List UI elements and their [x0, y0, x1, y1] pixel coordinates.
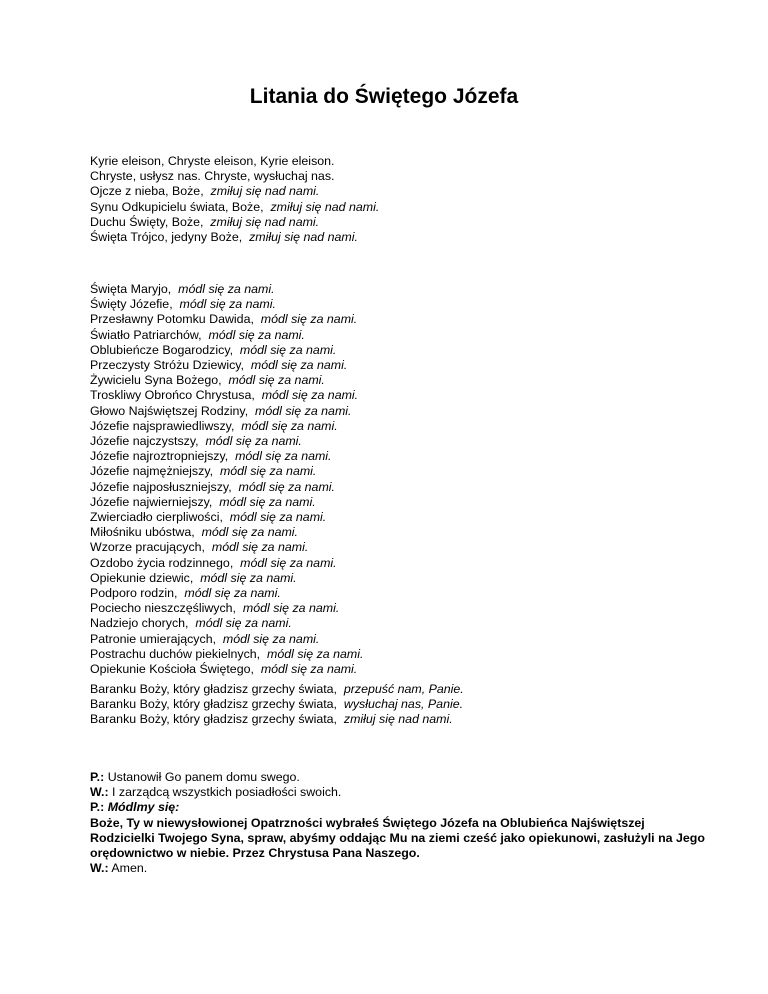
- response-text: zmiłuj się nad nami.: [210, 184, 320, 199]
- invocation-text: Zwierciadło cierpliwości,: [90, 510, 223, 525]
- response-text: módl się za nami.: [250, 358, 348, 373]
- litany-line: [90, 373, 710, 388]
- priest-label: P.:: [90, 770, 105, 784]
- litany-line: [90, 404, 710, 419]
- invocation-text: Święty Józefie,: [90, 297, 173, 312]
- response-text: zmiłuj się nad nami.: [343, 712, 453, 727]
- invocation-text: Józefie najsprawiedliwszy,: [90, 418, 235, 433]
- litany-line: [90, 215, 710, 230]
- invocation-text: Patronie umierających,: [90, 631, 217, 646]
- invocation-text: Józefie najposłuszniejszy,: [90, 479, 232, 494]
- closing-section: [90, 770, 710, 876]
- priest-label: P.:: [90, 800, 105, 815]
- response-text: zmiłuj się nad nami.: [249, 230, 358, 245]
- response-text: zmiłuj się nad nami.: [270, 199, 380, 214]
- invocation-text: Troskliwy Obrońco Chrystusa,: [90, 388, 255, 403]
- litany-line: [90, 632, 710, 647]
- response-text: módl się za nami.: [235, 449, 332, 464]
- invocation-text: Opiekunie dziewic,: [90, 570, 194, 585]
- invocation-text: Synu Odkupicielu świata, Boże,: [90, 199, 264, 214]
- response-text: módl się za nami.: [267, 646, 364, 661]
- litany-line: [90, 343, 710, 358]
- response-text: zmiłuj się nad nami.: [210, 214, 320, 229]
- invocation-text: Ozdobo życia rodzinnego,: [90, 555, 234, 570]
- response-text: módl się za nami.: [261, 388, 359, 403]
- invocation-text: Wzorze pracujących,: [90, 540, 205, 555]
- response-text: módl się za nami.: [255, 403, 352, 418]
- invocation-text: Baranku Boży, który gładzisz grzechy świata,: [90, 712, 337, 727]
- litany-line: [90, 540, 710, 555]
- invocation-text: Chryste, usłysz nas. Chryste, wysłuchaj nas.: [90, 169, 335, 184]
- litany-line: [90, 616, 710, 631]
- litany-section: [90, 282, 710, 677]
- litany-line: [90, 297, 710, 312]
- litany-line: [90, 388, 710, 403]
- response-text: módl się za nami.: [179, 297, 276, 312]
- response-text: módl się za nami.: [211, 540, 309, 555]
- invocation-text: Święta Maryjo,: [90, 282, 172, 296]
- litany-line: [90, 495, 710, 510]
- response-text: I zarządcą wszystkich posiadłości swoich.: [112, 785, 342, 800]
- litany-line: [90, 601, 710, 616]
- response-text: módl się za nami.: [219, 494, 316, 509]
- people-label: W.:: [90, 861, 109, 876]
- invocation-text: Postrachu duchów piekielnych,: [90, 646, 261, 661]
- response-text: módl się za nami.: [260, 312, 358, 327]
- litany-line: [90, 571, 710, 586]
- invocation-text: Józefie najmężniejszy,: [90, 464, 214, 479]
- invocation-text: Nadziejo chorych,: [90, 616, 189, 631]
- invocation-text: Baranku Boży, który gładzisz grzechy świata,: [90, 682, 337, 696]
- litany-line: [90, 480, 710, 495]
- litany-line: [90, 449, 710, 464]
- invocation-text: Ojcze z nieba, Boże,: [90, 184, 204, 199]
- litany-line: [90, 184, 710, 199]
- litany-line: [90, 682, 710, 697]
- litany-line: [90, 169, 710, 184]
- response-text: wysłuchaj nas, Panie.: [343, 697, 464, 712]
- response-text: módl się za nami.: [219, 464, 317, 479]
- litany-line: [90, 510, 710, 525]
- response-text: módl się za nami.: [229, 510, 327, 525]
- invocation-text: Podporo rodzin,: [90, 586, 178, 601]
- amen-line: [90, 861, 710, 876]
- response-text: módl się za nami.: [201, 525, 298, 540]
- closing-prayer: Boże, Ty w niewysłowionej Opatrzności wybrałeś Świętego Józefa na Oblubieńca Najświętszej Rodzicielki Twojego Syna, spraw, abyśmy oddając Mu na ziemi cześć jako opiekunowi, zasłużyli na Jego orędownictwo w niebie. Przez Chrystusa Pana Naszego.: [90, 815, 705, 861]
- response-text: módl się za nami.: [178, 282, 275, 296]
- litany-line: [90, 282, 710, 297]
- invocation-text: Głowo Najświętszej Rodziny,: [90, 403, 249, 418]
- response-text: módl się za nami.: [228, 373, 325, 388]
- response-text: módl się za nami.: [239, 342, 337, 357]
- versicle-line: [90, 770, 710, 785]
- page-title: Litania do Świętego Józefa: [249, 85, 519, 108]
- response-text: módl się za nami.: [240, 555, 337, 570]
- litany-line: [90, 358, 710, 373]
- litany-line: [90, 662, 710, 677]
- invocation-text: Kyrie eleison, Chryste eleison, Kyrie eleison.: [90, 154, 335, 168]
- invocation-text: Święta Trójco, jedyny Boże,: [90, 230, 243, 245]
- litany-line: [90, 200, 710, 215]
- versicle-text: Ustanowił Go panem domu swego.: [107, 770, 300, 784]
- response-text: przepuść nam, Panie.: [343, 682, 464, 696]
- litany-line: [90, 464, 710, 479]
- litany-line: [90, 556, 710, 571]
- litany-line: [90, 434, 710, 449]
- invocation-text: Pociecho nieszczęśliwych,: [90, 601, 236, 616]
- invocation-text: Przesławny Potomku Dawida,: [90, 312, 254, 327]
- invocation-text: Baranku Boży, który gładzisz grzechy świata,: [90, 697, 337, 712]
- response-text: módl się za nami.: [200, 570, 297, 585]
- litany-line: [90, 586, 710, 601]
- litany-line: [90, 230, 710, 245]
- response-text: módl się za nami.: [208, 327, 305, 342]
- invocation-text: Duchu Święty, Boże,: [90, 214, 204, 229]
- invocation-text: Światło Patriarchów,: [90, 327, 202, 342]
- people-label: W.:: [90, 785, 109, 800]
- litany-line: [90, 154, 710, 169]
- litany-line: [90, 712, 710, 727]
- response-text: módl się za nami.: [241, 418, 338, 433]
- let-us-pray-text: Módlmy się:: [107, 800, 180, 815]
- invocation-text: Józefie najczystszy,: [90, 434, 199, 449]
- litany-line: [90, 525, 710, 540]
- invocations-section: [90, 154, 710, 245]
- response-text: módl się za nami.: [222, 631, 320, 646]
- litany-line: [90, 419, 710, 434]
- response-text: módl się za nami.: [242, 601, 340, 616]
- let-us-pray-line: [90, 800, 710, 815]
- invocation-text: Oblubieńcze Bogarodzicy,: [90, 342, 234, 357]
- response-text: módl się za nami.: [238, 479, 335, 494]
- invocation-text: Żywicielu Syna Bożego,: [90, 373, 222, 388]
- litany-line: [90, 328, 710, 343]
- invocation-text: Opiekunie Kościoła Świętego,: [90, 662, 254, 677]
- litany-line: [90, 647, 710, 662]
- agnus-dei-section: [90, 682, 710, 728]
- response-text: módl się za nami.: [260, 662, 358, 677]
- invocation-text: Józefie najroztropniejszy,: [90, 449, 229, 464]
- litany-line: [90, 312, 710, 327]
- response-text: módl się za nami.: [195, 616, 292, 631]
- response-text: módl się za nami.: [205, 434, 302, 449]
- invocation-text: Miłośniku ubóstwa,: [90, 525, 195, 540]
- response-line: [90, 785, 710, 800]
- response-text: módl się za nami.: [184, 586, 281, 601]
- invocation-text: Przeczysty Stróżu Dziewicy,: [90, 358, 244, 373]
- invocation-text: Józefie najwierniejszy,: [90, 494, 213, 509]
- amen-text: Amen.: [111, 861, 148, 876]
- litany-line: [90, 697, 710, 712]
